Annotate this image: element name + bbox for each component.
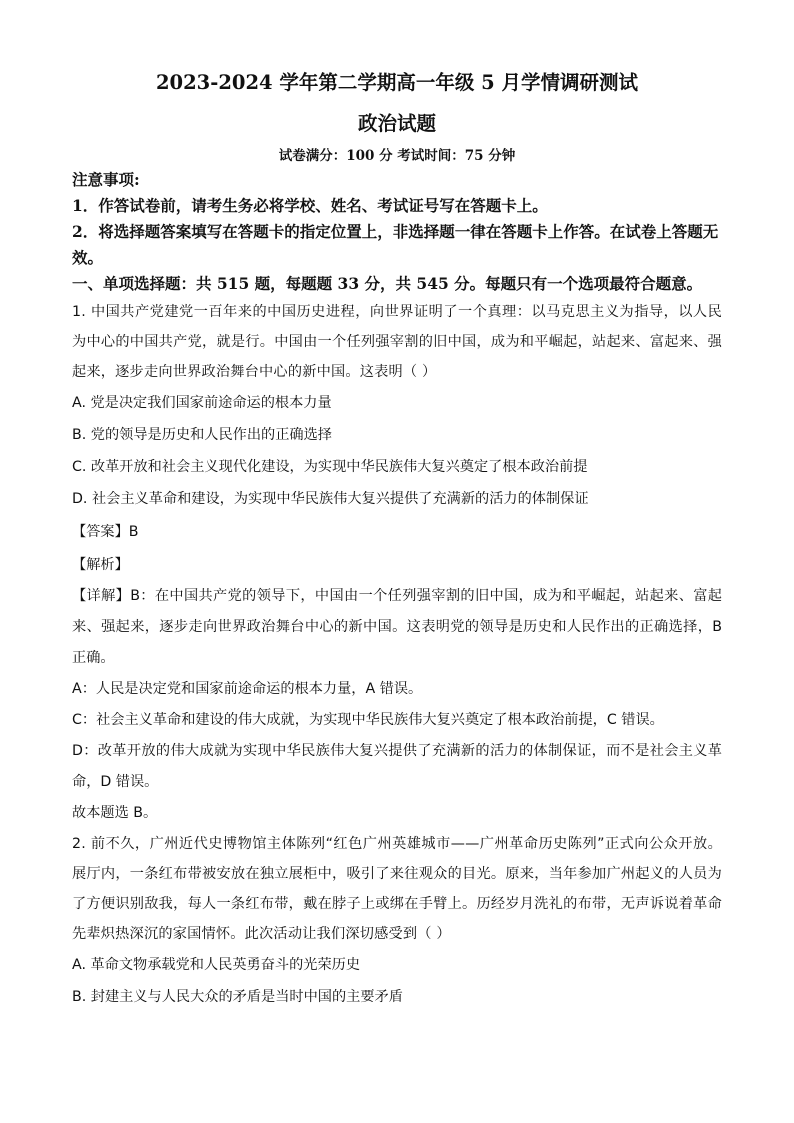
question-stem: 2. 前不久，广州近代史博物馆主体陈列“红色广州英雄城市——广州革命历史陈列”正式向公众开放。展厅内，一条红布带被安放在独立展柜中，吸引了来往观众的目光。原来，当年参加广州起义的人员为了方便识别敌我，每人一条红布带，戴在脖子上或绑在手臂上。历经岁月洗礼的布带，无声诉说着革命先辈炽热深沉的家国情怀。此次活动让我们深切感受到（ ）	[72, 836, 722, 942]
option-b: B. 党的领导是历史和人民作出的正确选择	[72, 427, 332, 443]
analysis-label: 【解析】	[72, 557, 129, 573]
exam-meta: 试卷满分：100 分 考试时间：75 分钟	[278, 148, 516, 164]
note-item-2: 2．将选择题答案填写在答题卡的指定位置上，非选择题一律在答题卡上作答。在试卷上答题无效。	[72, 222, 719, 267]
option-a: A. 党是决定我们国家前途命运的根本力量	[72, 395, 332, 411]
exam-subject: 政治试题	[357, 112, 436, 135]
option-d: D. 社会主义革命和建设，为实现中华民族伟大复兴提供了充满新的活力的体制保证	[72, 491, 589, 507]
option-a: A. 革命文物承载党和人民英勇奋斗的光荣历史	[72, 957, 361, 973]
explanation-d: D：改革开放的伟大成就为实现中华民族伟大复兴提供了充满新的活力的体制保证，而不是社会主义革命，D 错误。	[72, 743, 722, 790]
answer-label: 【答案】B	[72, 524, 139, 540]
exam-title: 2023-2024 学年第二学期高一年级 5 月学情调研测试	[155, 71, 639, 94]
explanation-detail: 【详解】B：在中国共产党的领导下，中国由一个任列强宰割的旧中国，成为和平崛起，站起来、富起来、强起来，逐步走向世界政治舞台中心的新中国。这表明党的领导是历史和人民作出的正确选择，B 正确。	[72, 588, 722, 666]
question-2	[72, 829, 722, 1013]
note-item-1: 1．作答试卷前，请考生务必将学校、姓名、考试证号写在答题卡上。	[72, 196, 548, 215]
explanation-a: A：人民是决定党和国家前途命运的根本力量，A 错误。	[72, 681, 423, 697]
option-c: C. 改革开放和社会主义现代化建设，为实现中华民族伟大复兴奠定了根本政治前提	[72, 459, 588, 475]
explanation-conclusion: 故本题选 B。	[72, 805, 158, 821]
question-stem: 1. 中国共产党建党一百年来的中国历史进程，向世界证明了一个真理：以马克思主义为指导，以人民为中心的中国共产党，就是行。中国由一个任列强宰割的旧中国，成为和平崛起，站起来、富起来、强起来，逐步走向世界政治舞台中心的新中国。这表明（ ）	[72, 304, 722, 380]
option-b: B. 封建主义与人民大众的矛盾是当时中国的主要矛盾	[72, 989, 403, 1005]
explanation-c: C：社会主义革命和建设的伟大成就，为实现中华民族伟大复兴奠定了根本政治前提，C 错误。	[72, 712, 664, 728]
section-heading: 一、单项选择题：共 515 题，每题题 33 分，共 545 分。每题只有一个选项最符合题意。	[72, 274, 703, 293]
question-1	[72, 297, 722, 829]
notes-heading: 注意事项:	[72, 170, 140, 189]
